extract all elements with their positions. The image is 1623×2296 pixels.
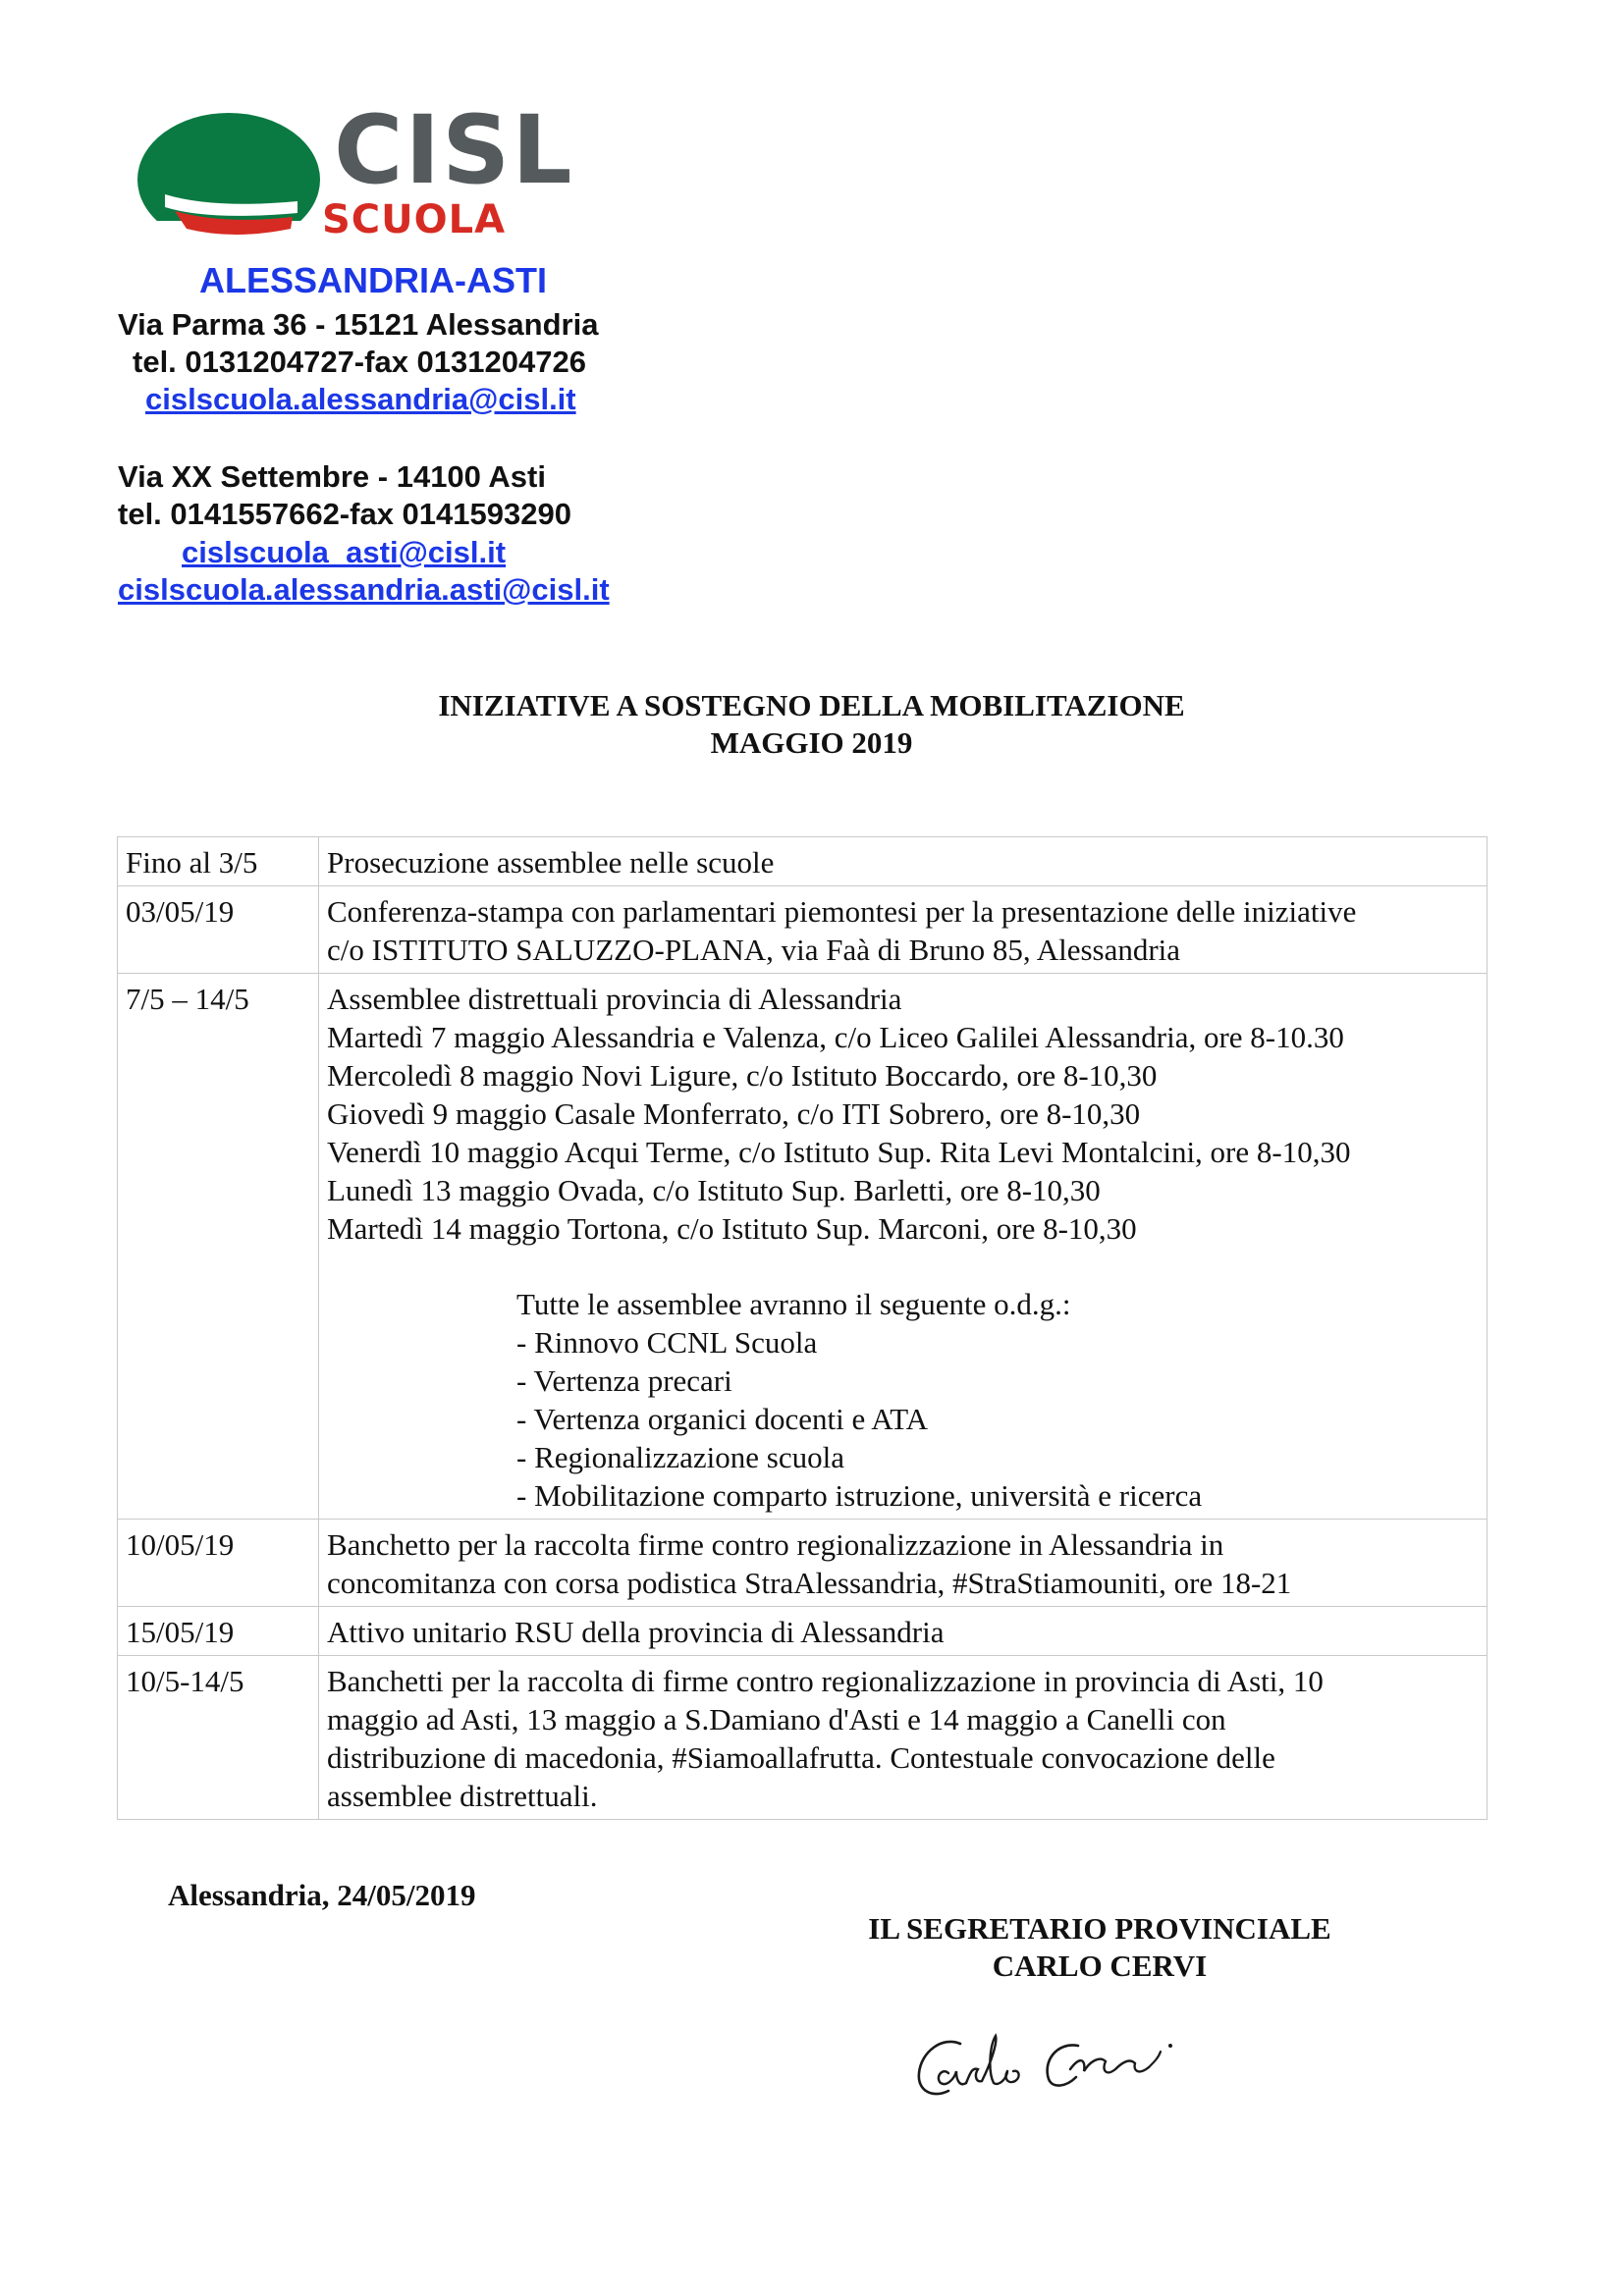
event-line: Martedì 7 maggio Alessandria e Valenza, c/o Liceo Galilei Alessandria, ore 8-10.30 [327,1020,1344,1054]
place-date: Alessandria, 24/05/2019 [168,1878,476,1912]
event-line: Banchetti per la raccolta di firme contro regionalizzazione in provincia di Asti, 10 [327,1664,1324,1698]
signatory-block [805,1910,1394,1985]
event-description [319,1607,1488,1656]
event-date: 15/05/19 [118,1607,319,1656]
event-date: 10/05/19 [118,1520,319,1607]
event-description [319,886,1488,974]
asti-phone: tel. 0141557662-fax 0141593290 [118,497,571,531]
agenda-item: - Vertenza organici docenti e ATA [516,1402,929,1436]
table-row [118,1656,1488,1820]
event-line: Venerdì 10 maggio Acqui Terme, c/o Istituto Sup. Rita Levi Montalcini, ore 8-10,30 [327,1135,1351,1169]
table-row [118,886,1488,974]
event-date: Fino al 3/5 [118,837,319,886]
document-title: INIZIATIVE A SOSTEGNO DELLA MOBILITAZIONE [438,688,1185,722]
event-line: Giovedì 9 maggio Casale Monferrato, c/o ITI Sobrero, ore 8-10,30 [327,1096,1141,1131]
signatory-name: CARLO CERVI [992,1949,1208,1983]
events-table [117,836,1488,1820]
agenda-item: - Rinnovo CCNL Scuola [516,1325,818,1360]
event-line: Conferenza-stampa con parlamentari piemontesi per la presentazione delle iniziative [327,894,1357,929]
alessandria-asti-email-link[interactable]: cislscuola.alessandria.asti@cisl.it [118,572,610,607]
event-line: Martedì 14 maggio Tortona, c/o Istituto Sup. Marconi, ore 8-10,30 [327,1211,1137,1246]
event-line: Lunedì 13 maggio Ovada, c/o Istituto Sup. Barletti, ore 8-10,30 [327,1173,1101,1207]
cisl-logo-mark [135,111,322,248]
event-line: maggio ad Asti, 13 maggio a S.Damiano d'Asti e 14 maggio a Canelli con [327,1702,1226,1736]
table-row [118,1520,1488,1607]
event-line: assemblee distrettuali. [327,1779,598,1813]
event-line: Assemblee distrettuali provincia di Alessandria [327,982,902,1016]
event-line: Mercoledì 8 maggio Novi Ligure, c/o Istituto Boccardo, ore 8-10,30 [327,1058,1158,1093]
asti-address: Via XX Settembre - 14100 Asti [118,459,546,494]
logo-scuola-text: SCUOLA [322,197,507,242]
logo-cisl-text: CISL [334,95,574,205]
event-description [319,1656,1488,1820]
event-line: c/o ISTITUTO SALUZZO-PLANA, via Faà di Bruno 85, Alessandria [327,933,1181,967]
agenda-item: - Mobilitazione comparto istruzione, università e ricerca [516,1478,1203,1513]
alessandria-address: Via Parma 36 - 15121 Alessandria [118,307,599,342]
event-date: 03/05/19 [118,886,319,974]
event-date: 10/5-14/5 [118,1656,319,1820]
event-line: Banchetto per la raccolta firme contro regionalizzazione in Alessandria in [327,1527,1224,1562]
signatory-role: IL SEGRETARIO PROVINCIALE [868,1911,1331,1946]
table-row [118,837,1488,886]
cisl-scuola-logo [135,95,574,248]
asti-email-link[interactable]: cislscuola_asti@cisl.it [182,535,507,569]
event-line: distribuzione di macedonia, #Siamoallafrutta. Contestuale convocazione delle [327,1740,1275,1775]
event-description [319,1520,1488,1607]
alessandria-email-link[interactable]: cislscuola.alessandria@cisl.it [145,382,576,416]
agenda-intro: Tutte le assemblee avranno il seguente o.d.g.: [516,1287,1071,1321]
agenda-item: - Regionalizzazione scuola [516,1440,844,1474]
event-line: Attivo unitario RSU della provincia di Alessandria [327,1615,945,1649]
document-subtitle: MAGGIO 2019 [710,725,913,760]
office-name: ALESSANDRIA-ASTI [199,260,548,300]
event-date: 7/5 – 14/5 [118,974,319,1520]
table-row [118,1607,1488,1656]
event-description [319,974,1488,1520]
agenda-block [327,1285,1479,1515]
event-line: Prosecuzione assemblee nelle scuole [327,845,775,880]
event-description [319,837,1488,886]
alessandria-phone: tel. 0131204727-fax 0131204726 [133,345,586,379]
agenda-item: - Vertenza precari [516,1363,732,1398]
table-row [118,974,1488,1520]
handwritten-signature [913,2022,1237,2110]
event-line: concomitanza con corsa podistica StraAlessandria, #StraStiamouniti, ore 18-21 [327,1566,1292,1600]
